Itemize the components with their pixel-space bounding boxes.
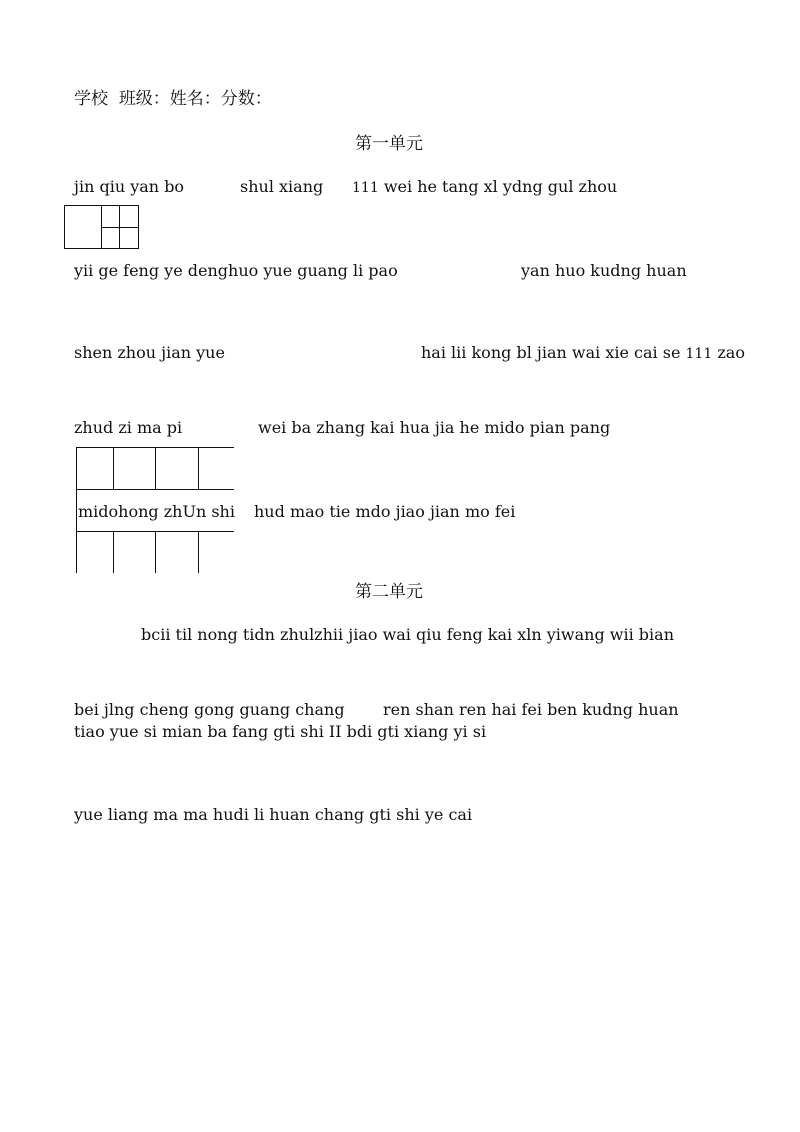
pinyin-item: shen zhou jian yue bbox=[74, 343, 225, 362]
grid-line bbox=[113, 447, 114, 489]
pinyin-item: zhud zi ma pi bbox=[74, 418, 183, 437]
grid-line bbox=[155, 531, 156, 573]
grid-divider bbox=[101, 227, 139, 228]
pinyin-item: bei jlng cheng gong guang chang bbox=[74, 700, 345, 719]
unit2-title: 第二单元 bbox=[355, 582, 423, 602]
pinyin-item: wei ba zhang kai hua jia he mido pian pang bbox=[258, 418, 611, 437]
pinyin-item: yan huo kudng huan bbox=[521, 261, 687, 280]
grid-line bbox=[155, 447, 156, 489]
pinyin-item: shul xiang bbox=[240, 177, 324, 196]
grid-line bbox=[113, 531, 114, 573]
pinyin-item: hud mao tie mdo jiao jian mo fei bbox=[254, 502, 516, 521]
pinyin-text: hai lii kong bl jian wai xie cai se bbox=[421, 343, 681, 362]
grid-line bbox=[76, 447, 77, 573]
pinyin-item bbox=[352, 177, 617, 198]
pinyin-item: midohong zhUn shi bbox=[78, 502, 235, 521]
pinyin-item bbox=[421, 343, 745, 364]
pinyin-item: tiao yue si mian ba fang gti shi II bdi gti xiang yi si bbox=[74, 722, 487, 741]
header-line bbox=[74, 89, 272, 109]
pinyin-item: bcii til nong tidn zhulzhii jiao wai qiu feng kai xln yiwang wii bian bbox=[141, 625, 674, 644]
grid-line bbox=[198, 447, 199, 489]
pinyin-text: zao bbox=[717, 343, 745, 362]
pinyin-text: wei he tang xl ydng gul zhou bbox=[383, 177, 618, 196]
pinyin-item: ren shan ren hai fei ben kudng huan bbox=[383, 700, 679, 719]
school-label: 学校 bbox=[74, 89, 108, 109]
pinyin-item: yii ge feng ye denghuo yue guang li pao bbox=[74, 261, 398, 280]
pinyin-item: yue liang ma ma hudi li huan chang gti shi ye cai bbox=[74, 805, 473, 824]
unit1-title: 第一单元 bbox=[355, 134, 423, 154]
grid-line bbox=[198, 531, 199, 573]
class-name-score-label: 班级：姓名：分数： bbox=[118, 89, 272, 109]
grid-line bbox=[76, 489, 234, 490]
pinyin-number: 111 bbox=[685, 346, 713, 362]
grid-cell bbox=[64, 205, 102, 249]
pinyin-item: jin qiu yan bo bbox=[74, 177, 185, 196]
pinyin-number: 111 bbox=[352, 180, 379, 196]
